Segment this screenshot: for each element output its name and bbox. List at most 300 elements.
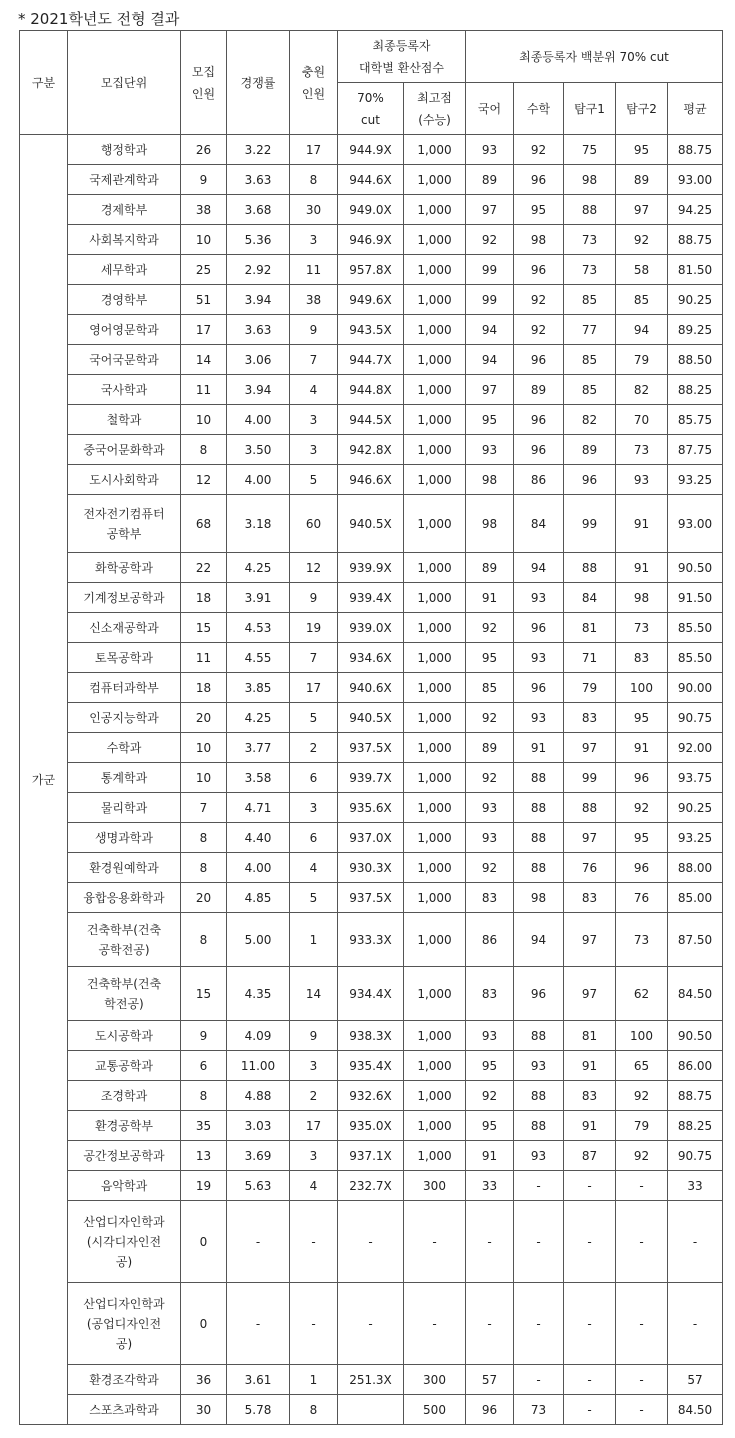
cut70-cell: 944.9X [338,135,404,165]
cut70-cell: 232.7X [338,1171,404,1201]
inquiry2-cell: 95 [616,135,668,165]
inquiry1-cell: 97 [564,913,616,967]
inquiry1-cell: 89 [564,435,616,465]
math-cell: 73 [514,1395,564,1425]
average-cell: 88.25 [668,375,723,405]
capacity-cell: 18 [181,583,227,613]
max-cell: 1,000 [404,883,466,913]
inquiry2-cell: 91 [616,495,668,553]
unit-cell: 국어국문학과 [68,345,181,375]
inquiry2-cell: 96 [616,763,668,793]
inquiry1-cell: 85 [564,375,616,405]
korean-cell: 57 [466,1365,514,1395]
cut70-cell: 944.7X [338,345,404,375]
average-cell: 89.25 [668,315,723,345]
average-cell: 90.75 [668,1141,723,1171]
extra-cell: 30 [290,195,338,225]
cut70-cell: 943.5X [338,315,404,345]
table-row [20,405,723,435]
capacity-cell: 9 [181,1021,227,1051]
inquiry1-cell: 83 [564,1081,616,1111]
korean-cell: 95 [466,405,514,435]
korean-cell: 86 [466,913,514,967]
average-cell: 92.00 [668,733,723,763]
average-cell: 85.00 [668,883,723,913]
average-cell: 90.25 [668,285,723,315]
extra-cell: 9 [290,583,338,613]
cut70-cell: 939.0X [338,613,404,643]
extra-cell: 4 [290,375,338,405]
ratio-cell: 3.68 [227,195,290,225]
math-cell: 88 [514,793,564,823]
unit-cell: 중국어문화학과 [68,435,181,465]
unit-cell: 교통공학과 [68,1051,181,1081]
table-row [20,345,723,375]
math-cell: 96 [514,255,564,285]
average-cell: 84.50 [668,1395,723,1425]
average-cell: 88.75 [668,225,723,255]
math-cell: 93 [514,1141,564,1171]
header-korean: 국어 [466,83,514,135]
cut70-cell: 937.5X [338,733,404,763]
average-cell: 87.50 [668,913,723,967]
capacity-cell: 10 [181,225,227,255]
capacity-cell: 0 [181,1201,227,1283]
inquiry2-cell: 100 [616,673,668,703]
inquiry2-cell: 92 [616,1081,668,1111]
korean-cell: 83 [466,883,514,913]
math-cell: 96 [514,345,564,375]
unit-cell: 컴퓨터과학부 [68,673,181,703]
max-cell: 1,000 [404,613,466,643]
korean-cell: 83 [466,967,514,1021]
unit-cell: 건축학부(건축 공학전공) [68,913,181,967]
max-cell: 1,000 [404,1141,466,1171]
inquiry2-cell: 91 [616,553,668,583]
header-inquiry2: 탐구2 [616,83,668,135]
extra-cell: 8 [290,165,338,195]
inquiry1-cell: 98 [564,165,616,195]
inquiry2-cell: 96 [616,853,668,883]
inquiry1-cell: 71 [564,643,616,673]
cut70-cell: 940.5X [338,495,404,553]
average-cell: 93.25 [668,465,723,495]
inquiry2-cell: 92 [616,1141,668,1171]
max-cell: 1,000 [404,763,466,793]
korean-cell: 89 [466,553,514,583]
korean-cell: 94 [466,345,514,375]
korean-cell: 95 [466,643,514,673]
cut70-cell [338,1395,404,1425]
average-cell: 90.25 [668,793,723,823]
ratio-cell: 3.63 [227,165,290,195]
cut70-cell: 944.5X [338,405,404,435]
cut70-cell: 946.9X [338,225,404,255]
unit-cell: 전자전기컴퓨터 공학부 [68,495,181,553]
average-cell: 88.25 [668,1111,723,1141]
cut70-cell: 942.8X [338,435,404,465]
extra-cell: 3 [290,1141,338,1171]
average-cell: 88.75 [668,135,723,165]
math-cell: 98 [514,883,564,913]
header-extra: 충원 인원 [290,31,338,135]
inquiry1-cell: 99 [564,495,616,553]
korean-cell: 98 [466,495,514,553]
inquiry1-cell: 97 [564,823,616,853]
korean-cell: - [466,1201,514,1283]
table-row [20,1395,723,1425]
inquiry1-cell: 82 [564,405,616,435]
capacity-cell: 68 [181,495,227,553]
capacity-cell: 20 [181,883,227,913]
extra-cell: 6 [290,763,338,793]
inquiry2-cell: 79 [616,345,668,375]
ratio-cell: 3.58 [227,763,290,793]
cut70-cell: 939.7X [338,763,404,793]
korean-cell: 98 [466,465,514,495]
max-cell: - [404,1201,466,1283]
capacity-cell: 35 [181,1111,227,1141]
average-cell: 88.00 [668,853,723,883]
extra-cell: 5 [290,703,338,733]
inquiry1-cell: 76 [564,853,616,883]
inquiry1-cell: 99 [564,763,616,793]
ratio-cell: 3.50 [227,435,290,465]
inquiry1-cell: 73 [564,255,616,285]
capacity-cell: 36 [181,1365,227,1395]
ratio-cell: 4.00 [227,405,290,435]
capacity-cell: 8 [181,435,227,465]
max-cell: 1,000 [404,1021,466,1051]
average-cell: 85.50 [668,613,723,643]
korean-cell: 95 [466,1051,514,1081]
extra-cell: 5 [290,883,338,913]
math-cell: 96 [514,967,564,1021]
table-row [20,1365,723,1395]
inquiry2-cell: 93 [616,465,668,495]
korean-cell: 92 [466,853,514,883]
table-row [20,465,723,495]
header-inquiry1: 탐구1 [564,83,616,135]
max-cell: - [404,1283,466,1365]
cut70-cell: 935.6X [338,793,404,823]
korean-cell: 95 [466,1111,514,1141]
max-cell: 1,000 [404,583,466,613]
table-row [20,823,723,853]
inquiry1-cell: 73 [564,225,616,255]
unit-cell: 공간정보공학과 [68,1141,181,1171]
cut70-cell: 949.6X [338,285,404,315]
table-row [20,225,723,255]
inquiry2-cell: 92 [616,225,668,255]
extra-cell: 3 [290,435,338,465]
unit-cell: 국제관계학과 [68,165,181,195]
unit-cell: 화학공학과 [68,553,181,583]
math-cell: 93 [514,1051,564,1081]
inquiry2-cell: 85 [616,285,668,315]
ratio-cell: 4.00 [227,853,290,883]
capacity-cell: 10 [181,405,227,435]
inquiry2-cell: 58 [616,255,668,285]
table-row [20,853,723,883]
cut70-cell: 937.0X [338,823,404,853]
table-row [20,1021,723,1051]
unit-cell: 음악학과 [68,1171,181,1201]
max-cell: 1,000 [404,1081,466,1111]
max-cell: 1,000 [404,165,466,195]
header-final-score-group: 최종등록자 대학별 환산점수 [338,31,466,83]
max-cell: 1,000 [404,553,466,583]
unit-cell: 경제학부 [68,195,181,225]
capacity-cell: 13 [181,1141,227,1171]
max-cell: 1,000 [404,793,466,823]
math-cell: 96 [514,613,564,643]
inquiry1-cell: - [564,1283,616,1365]
capacity-cell: 22 [181,553,227,583]
unit-cell: 세무학과 [68,255,181,285]
average-cell: - [668,1283,723,1365]
unit-cell: 스포츠과학과 [68,1395,181,1425]
average-cell: 81.50 [668,255,723,285]
table-row [20,1201,723,1283]
inquiry2-cell: 82 [616,375,668,405]
table-body [20,135,723,1425]
max-cell: 1,000 [404,733,466,763]
math-cell: 88 [514,823,564,853]
average-cell: 94.25 [668,195,723,225]
average-cell: 88.75 [668,1081,723,1111]
table-row [20,315,723,345]
unit-cell: 도시사회학과 [68,465,181,495]
ratio-cell: - [227,1201,290,1283]
table-row [20,763,723,793]
inquiry2-cell: 89 [616,165,668,195]
math-cell: 96 [514,673,564,703]
ratio-cell: 4.25 [227,703,290,733]
inquiry2-cell: - [616,1365,668,1395]
extra-cell: 4 [290,1171,338,1201]
math-cell: 92 [514,315,564,345]
extra-cell: 9 [290,315,338,345]
average-cell: 90.50 [668,553,723,583]
capacity-cell: 8 [181,853,227,883]
table-row [20,285,723,315]
table-row [20,1171,723,1201]
unit-cell: 생명과학과 [68,823,181,853]
math-cell: 89 [514,375,564,405]
math-cell: 88 [514,1111,564,1141]
unit-cell: 국사학과 [68,375,181,405]
unit-cell: 건축학부(건축 학전공) [68,967,181,1021]
max-cell: 1,000 [404,967,466,1021]
average-cell: 93.00 [668,495,723,553]
ratio-cell: 3.18 [227,495,290,553]
extra-cell: 6 [290,823,338,853]
table-row [20,703,723,733]
math-cell: 93 [514,703,564,733]
table-row [20,165,723,195]
math-cell: 88 [514,1081,564,1111]
extra-cell: 9 [290,1021,338,1051]
capacity-cell: 26 [181,135,227,165]
cut70-cell: 937.5X [338,883,404,913]
extra-cell: 14 [290,967,338,1021]
inquiry1-cell: 97 [564,733,616,763]
math-cell: 96 [514,405,564,435]
capacity-cell: 8 [181,1081,227,1111]
ratio-cell: 4.40 [227,823,290,853]
group-label: 가군 [20,135,68,1425]
table-row [20,793,723,823]
average-cell: 93.75 [668,763,723,793]
extra-cell: 3 [290,793,338,823]
inquiry2-cell: - [616,1171,668,1201]
extra-cell: 3 [290,1051,338,1081]
extra-cell: 3 [290,225,338,255]
cut70-cell: - [338,1283,404,1365]
cut70-cell: 940.5X [338,703,404,733]
inquiry1-cell: 83 [564,703,616,733]
math-cell: - [514,1171,564,1201]
math-cell: 88 [514,853,564,883]
ratio-cell: 5.63 [227,1171,290,1201]
inquiry2-cell: 62 [616,967,668,1021]
ratio-cell: 3.85 [227,673,290,703]
cut70-cell: 944.6X [338,165,404,195]
korean-cell: 97 [466,375,514,405]
table-row [20,495,723,553]
capacity-cell: 8 [181,913,227,967]
cut70-cell: 932.6X [338,1081,404,1111]
korean-cell: 92 [466,703,514,733]
math-cell: 95 [514,195,564,225]
max-cell: 1,000 [404,255,466,285]
header-capacity: 모집 인원 [181,31,227,135]
average-cell: 88.50 [668,345,723,375]
unit-cell: 환경공학부 [68,1111,181,1141]
korean-cell: - [466,1283,514,1365]
max-cell: 1,000 [404,435,466,465]
korean-cell: 93 [466,823,514,853]
max-cell: 1,000 [404,345,466,375]
extra-cell: 1 [290,1365,338,1395]
inquiry1-cell: - [564,1201,616,1283]
capacity-cell: 8 [181,823,227,853]
cut70-cell: 949.0X [338,195,404,225]
extra-cell: 3 [290,405,338,435]
ratio-cell: 4.88 [227,1081,290,1111]
capacity-cell: 20 [181,703,227,733]
inquiry1-cell: 81 [564,613,616,643]
table-row [20,1111,723,1141]
inquiry2-cell: 83 [616,643,668,673]
capacity-cell: 19 [181,1171,227,1201]
extra-cell: 17 [290,673,338,703]
table-row [20,673,723,703]
capacity-cell: 10 [181,733,227,763]
max-cell: 1,000 [404,375,466,405]
korean-cell: 92 [466,613,514,643]
ratio-cell: 4.00 [227,465,290,495]
cut70-cell: 251.3X [338,1365,404,1395]
average-cell: 93.00 [668,165,723,195]
capacity-cell: 30 [181,1395,227,1425]
table-row [20,583,723,613]
extra-cell: 8 [290,1395,338,1425]
table-row [20,967,723,1021]
ratio-cell: 5.78 [227,1395,290,1425]
extra-cell: 1 [290,913,338,967]
capacity-cell: 51 [181,285,227,315]
ratio-cell: 3.22 [227,135,290,165]
max-cell: 1,000 [404,1051,466,1081]
korean-cell: 33 [466,1171,514,1201]
inquiry1-cell: - [564,1171,616,1201]
max-cell: 1,000 [404,285,466,315]
inquiry1-cell: 88 [564,793,616,823]
korean-cell: 93 [466,135,514,165]
capacity-cell: 17 [181,315,227,345]
cut70-cell: 946.6X [338,465,404,495]
average-cell: 84.50 [668,967,723,1021]
math-cell: 96 [514,165,564,195]
cut70-cell: 934.4X [338,967,404,1021]
inquiry1-cell: 85 [564,285,616,315]
unit-cell: 수학과 [68,733,181,763]
ratio-cell: 4.71 [227,793,290,823]
average-cell: 87.75 [668,435,723,465]
math-cell: 91 [514,733,564,763]
max-cell: 1,000 [404,135,466,165]
capacity-cell: 11 [181,643,227,673]
header-percentile-group: 최종등록자 백분위 70% cut [466,31,723,83]
ratio-cell: 3.61 [227,1365,290,1395]
header-average: 평균 [668,83,723,135]
inquiry1-cell: 77 [564,315,616,345]
extra-cell: - [290,1283,338,1365]
extra-cell: 11 [290,255,338,285]
math-cell: 86 [514,465,564,495]
korean-cell: 97 [466,195,514,225]
korean-cell: 94 [466,315,514,345]
inquiry1-cell: 97 [564,967,616,1021]
math-cell: 94 [514,553,564,583]
inquiry2-cell: 98 [616,583,668,613]
cut70-cell: 933.3X [338,913,404,967]
korean-cell: 89 [466,733,514,763]
inquiry2-cell: 100 [616,1021,668,1051]
inquiry2-cell: 79 [616,1111,668,1141]
table-row [20,553,723,583]
inquiry2-cell: 97 [616,195,668,225]
math-cell: - [514,1283,564,1365]
cut70-cell: - [338,1201,404,1283]
table-row [20,435,723,465]
korean-cell: 92 [466,225,514,255]
extra-cell: 2 [290,733,338,763]
table-row [20,883,723,913]
inquiry2-cell: 73 [616,613,668,643]
korean-cell: 92 [466,1081,514,1111]
inquiry2-cell: 95 [616,823,668,853]
unit-cell: 환경원예학과 [68,853,181,883]
cut70-cell: 939.9X [338,553,404,583]
max-cell: 300 [404,1171,466,1201]
header-cut70: 70% cut [338,83,404,135]
extra-cell: 2 [290,1081,338,1111]
korean-cell: 99 [466,285,514,315]
math-cell: 92 [514,285,564,315]
